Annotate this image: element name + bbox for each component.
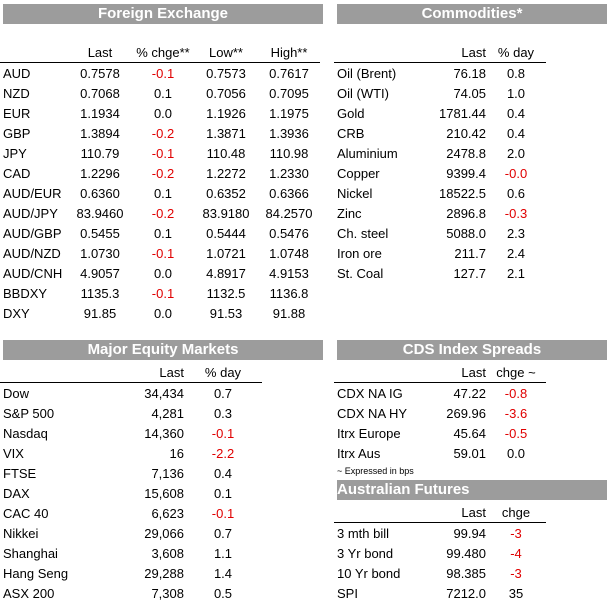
commodities-cell-last: 127.7	[453, 265, 486, 281]
fx-cell-high: 1.1975	[269, 105, 309, 121]
commodities-row	[334, 103, 546, 123]
fx-cell-low: 1.1926	[206, 105, 246, 121]
futures-col-name	[334, 502, 422, 523]
commodities-cell-name: Aluminium	[337, 145, 398, 161]
equities-row	[0, 503, 262, 523]
futures-cell-chg: -3	[510, 525, 522, 541]
cds-row	[334, 383, 546, 404]
fx-cell-last: 1.2296	[80, 165, 120, 181]
equities-col-day: % day	[184, 362, 262, 383]
futures-table	[334, 502, 546, 603]
cds-cell-last: 45.64	[453, 425, 486, 441]
equities-cell-last: 29,288	[144, 565, 184, 581]
fx-row	[0, 63, 320, 84]
fx-cell-high: 1.3936	[269, 125, 309, 141]
commodities-cell-last: 5088.0	[446, 225, 486, 241]
commodities-cell-day: -0.0	[504, 165, 528, 181]
fx-cell-last: 110.79	[80, 145, 120, 161]
fx-cell-last: 1.1934	[80, 105, 120, 121]
commodities-cell-day: 2.0	[506, 145, 526, 161]
fx-cell-chg: 0.0	[153, 105, 173, 121]
fx-row	[0, 163, 320, 183]
fx-cell-last: 0.7578	[80, 65, 120, 81]
commodities-row	[334, 143, 546, 163]
fx-cell-chg: -0.1	[151, 285, 175, 301]
fx-cell-high: 0.7617	[269, 65, 309, 81]
fx-cell-low: 1.2272	[206, 165, 246, 181]
fx-cell-low: 91.53	[209, 305, 243, 321]
commodities-cell-name: St. Coal	[337, 265, 384, 281]
equities-cell-name: Shanghai	[3, 545, 58, 561]
futures-cell-chg: -4	[510, 545, 522, 561]
futures-cell-chg: -3	[510, 565, 522, 581]
fx-cell-low: 0.6352	[206, 185, 246, 201]
futures-row	[334, 523, 546, 544]
equities-col-last: Last	[130, 362, 184, 383]
fx-cell-low: 1.3871	[206, 125, 246, 141]
cds-col-name	[334, 362, 422, 383]
equities-cell-last: 7,136	[151, 465, 184, 481]
cds-col-last: Last	[422, 362, 486, 383]
fx-col-low: Low**	[194, 42, 258, 63]
fx-cell-chg: -0.1	[151, 65, 175, 81]
commodities-header: Commodities*	[337, 4, 607, 24]
equities-row	[0, 523, 262, 543]
equities-row	[0, 543, 262, 563]
equities-cell-last: 4,281	[151, 405, 184, 421]
equities-cell-name: Hang Seng	[3, 565, 69, 581]
equities-cell-last: 16	[169, 445, 184, 461]
commodities-cell-name: Iron ore	[337, 245, 382, 261]
cds-cell-name: CDX NA IG	[337, 385, 403, 401]
fx-row	[0, 263, 320, 283]
cds-cell-chg: 0.0	[506, 445, 526, 461]
commodities-cell-last: 2896.8	[446, 205, 486, 221]
fx-cell-high: 4.9153	[269, 265, 309, 281]
equities-row	[0, 483, 262, 503]
equities-cell-name: Dow	[3, 385, 30, 401]
futures-row	[334, 563, 546, 583]
fx-cell-low: 0.5444	[206, 225, 246, 241]
commodities-row	[334, 163, 546, 183]
fx-cell-low: 1.0721	[206, 245, 246, 261]
equities-row	[0, 563, 262, 583]
fx-cell-low: 83.9180	[202, 205, 250, 221]
fx-cell-last: 0.6360	[80, 185, 120, 201]
commodities-cell-name: Gold	[337, 105, 365, 121]
fx-cell-name: AUD/NZD	[3, 245, 61, 261]
cds-row	[334, 423, 546, 443]
commodities-col-day: % day	[486, 42, 546, 63]
fx-cell-chg: 0.1	[153, 185, 173, 201]
commodities-cell-name: Copper	[337, 165, 380, 181]
cds-row	[334, 443, 546, 463]
fx-col-high: High**	[258, 42, 320, 63]
fx-row	[0, 223, 320, 243]
fx-row	[0, 243, 320, 263]
equities-cell-day: 0.5	[213, 585, 233, 601]
fx-row	[0, 103, 320, 123]
fx-cell-last: 1135.3	[80, 285, 120, 301]
futures-cell-name: 3 Yr bond	[337, 545, 394, 561]
fx-cell-name: NZD	[3, 85, 30, 101]
commodities-row	[334, 203, 546, 223]
equities-cell-last: 29,066	[144, 525, 184, 541]
fx-cell-low: 4.8917	[206, 265, 246, 281]
futures-cell-last: 99.480	[446, 545, 486, 561]
equities-row	[0, 383, 262, 404]
futures-cell-last: 7212.0	[446, 585, 486, 601]
fx-cell-name: CAD	[3, 165, 31, 181]
commodities-cell-last: 76.18	[453, 65, 486, 81]
fx-cell-name: AUD/CNH	[3, 265, 63, 281]
cds-cell-last: 47.22	[453, 385, 486, 401]
cds-cell-last: 269.96	[446, 405, 486, 421]
fx-cell-last: 91.85	[83, 305, 117, 321]
commodities-table	[334, 42, 546, 283]
futures-col-chge: chge	[486, 502, 546, 523]
futures-cell-name: SPI	[337, 585, 358, 601]
fx-cell-name: BBDXY	[3, 285, 48, 301]
commodities-cell-day: 0.6	[506, 185, 526, 201]
fx-col-last: Last	[68, 42, 132, 63]
cds-col-chge: chge ~	[486, 362, 546, 383]
commodities-cell-day: 0.4	[506, 105, 526, 121]
commodities-cell-day: 1.0	[506, 85, 526, 101]
commodities-cell-day: -0.3	[504, 205, 528, 221]
futures-cell-name: 10 Yr bond	[337, 565, 401, 581]
cds-cell-last: 59.01	[453, 445, 486, 461]
fx-row	[0, 83, 320, 103]
commodities-cell-name: Ch. steel	[337, 225, 389, 241]
equities-cell-day: 0.7	[213, 385, 233, 401]
fx-table	[0, 42, 320, 323]
fx-cell-chg: -0.2	[151, 125, 175, 141]
fx-cell-name: GBP	[3, 125, 31, 141]
equities-table	[0, 362, 262, 603]
commodities-row	[334, 123, 546, 143]
equities-cell-day: -2.2	[211, 445, 235, 461]
cds-table	[334, 362, 546, 463]
fx-cell-high: 84.2570	[265, 205, 313, 221]
fx-cell-name: AUD/JPY	[3, 205, 58, 221]
fx-cell-name: EUR	[3, 105, 31, 121]
fx-cell-chg: -0.2	[151, 165, 175, 181]
fx-cell-last: 4.9057	[80, 265, 120, 281]
fx-cell-low: 0.7573	[206, 65, 246, 81]
fx-header: Foreign Exchange	[3, 4, 323, 24]
cds-cell-name: CDX NA HY	[337, 405, 408, 421]
fx-cell-high: 110.98	[269, 145, 309, 161]
commodities-cell-last: 74.05	[453, 85, 486, 101]
fx-cell-last: 0.5455	[80, 225, 120, 241]
commodities-cell-name: Nickel	[337, 185, 373, 201]
fx-cell-high: 91.88	[272, 305, 306, 321]
futures-row	[334, 543, 546, 563]
equities-cell-day: -0.1	[211, 425, 235, 441]
fx-col-name	[0, 42, 68, 63]
commodities-row	[334, 243, 546, 263]
equities-cell-name: Nikkei	[3, 525, 39, 541]
fx-cell-name: AUD/GBP	[3, 225, 62, 241]
commodities-row	[334, 263, 546, 283]
fx-col-chge: % chge**	[132, 42, 194, 63]
fx-cell-high: 0.6366	[269, 185, 309, 201]
equities-cell-name: VIX	[3, 445, 24, 461]
commodities-row	[334, 63, 546, 84]
equities-row	[0, 443, 262, 463]
commodities-cell-last: 9399.4	[446, 165, 486, 181]
fx-cell-high: 1136.8	[269, 285, 309, 301]
fx-cell-chg: 0.1	[153, 225, 173, 241]
commodities-row	[334, 83, 546, 103]
commodities-row	[334, 183, 546, 203]
equities-cell-name: CAC 40	[3, 505, 49, 521]
equities-row	[0, 403, 262, 423]
fx-row	[0, 203, 320, 223]
fx-cell-name: AUD/EUR	[3, 185, 62, 201]
equities-col-name	[0, 362, 130, 383]
fx-cell-low: 110.48	[206, 145, 246, 161]
equities-cell-name: DAX	[3, 485, 30, 501]
equities-row	[0, 423, 262, 443]
fx-row	[0, 183, 320, 203]
equities-cell-day: 0.4	[213, 465, 233, 481]
equities-cell-last: 14,360	[144, 425, 184, 441]
fx-cell-chg: -0.1	[151, 145, 175, 161]
commodities-cell-day: 2.4	[506, 245, 526, 261]
fx-row	[0, 143, 320, 163]
equities-cell-name: ASX 200	[3, 585, 55, 601]
fx-cell-name: AUD	[3, 65, 31, 81]
commodities-row	[334, 223, 546, 243]
fx-cell-chg: 0.0	[153, 265, 173, 281]
fx-cell-last: 1.0730	[80, 245, 120, 261]
fx-row	[0, 123, 320, 143]
fx-cell-last: 83.9460	[76, 205, 124, 221]
futures-cell-last: 99.94	[453, 525, 486, 541]
equities-cell-last: 6,623	[151, 505, 184, 521]
equities-cell-day: 0.1	[213, 485, 233, 501]
fx-cell-chg: -0.1	[151, 245, 175, 261]
fx-cell-chg: -0.2	[151, 205, 175, 221]
equities-row	[0, 583, 262, 603]
fx-cell-high: 1.0748	[269, 245, 309, 261]
commodities-col-name	[334, 42, 422, 63]
commodities-col-last: Last	[422, 42, 486, 63]
commodities-cell-last: 18522.5	[439, 185, 486, 201]
equities-cell-day: 1.4	[213, 565, 233, 581]
equities-cell-name: Nasdaq	[3, 425, 48, 441]
cds-row	[334, 403, 546, 423]
cds-note: ~ Expressed in bps	[337, 466, 414, 476]
equities-cell-last: 3,608	[151, 545, 184, 561]
futures-header: Australian Futures	[337, 480, 607, 500]
equities-cell-last: 34,434	[144, 385, 184, 401]
fx-cell-high: 0.5476	[269, 225, 309, 241]
commodities-cell-name: CRB	[337, 125, 365, 141]
equities-cell-day: 0.7	[213, 525, 233, 541]
equities-cell-day: 1.1	[213, 545, 233, 561]
commodities-cell-day: 2.1	[506, 265, 526, 281]
fx-cell-last: 1.3894	[80, 125, 120, 141]
commodities-cell-last: 210.42	[446, 125, 486, 141]
equities-cell-day: -0.1	[211, 505, 235, 521]
commodities-cell-last: 2478.8	[446, 145, 486, 161]
fx-cell-high: 0.7095	[269, 85, 309, 101]
fx-row	[0, 303, 320, 323]
commodities-cell-day: 2.3	[506, 225, 526, 241]
fx-cell-name: JPY	[3, 145, 27, 161]
equities-cell-name: S&P 500	[3, 405, 55, 421]
futures-cell-chg: 35	[508, 585, 524, 601]
cds-cell-chg: -0.8	[504, 385, 528, 401]
commodities-cell-last: 211.7	[454, 245, 486, 261]
equities-row	[0, 463, 262, 483]
fx-cell-low: 1132.5	[206, 285, 246, 301]
fx-row	[0, 283, 320, 303]
commodities-cell-name: Oil (Brent)	[337, 65, 397, 81]
fx-cell-name: DXY	[3, 305, 30, 321]
futures-cell-name: 3 mth bill	[337, 525, 390, 541]
commodities-cell-day: 0.8	[506, 65, 526, 81]
futures-cell-last: 98.385	[446, 565, 486, 581]
futures-row	[334, 583, 546, 603]
equities-cell-last: 15,608	[144, 485, 184, 501]
cds-cell-chg: -0.5	[504, 425, 528, 441]
commodities-cell-day: 0.4	[506, 125, 526, 141]
commodities-cell-name: Oil (WTI)	[337, 85, 389, 101]
fx-cell-last: 0.7068	[80, 85, 120, 101]
equities-header: Major Equity Markets	[3, 340, 323, 360]
fx-cell-high: 1.2330	[269, 165, 309, 181]
cds-cell-chg: -3.6	[504, 405, 528, 421]
futures-col-last: Last	[422, 502, 486, 523]
cds-header: CDS Index Spreads	[337, 340, 607, 360]
equities-cell-name: FTSE	[3, 465, 37, 481]
equities-cell-last: 7,308	[151, 585, 184, 601]
fx-cell-chg: 0.1	[153, 85, 173, 101]
equities-cell-day: 0.3	[213, 405, 233, 421]
fx-cell-chg: 0.0	[153, 305, 173, 321]
commodities-cell-name: Zinc	[337, 205, 362, 221]
commodities-cell-last: 1781.44	[439, 105, 486, 121]
fx-cell-low: 0.7056	[206, 85, 246, 101]
cds-cell-name: Itrx Europe	[337, 425, 401, 441]
cds-cell-name: Itrx Aus	[337, 445, 381, 461]
